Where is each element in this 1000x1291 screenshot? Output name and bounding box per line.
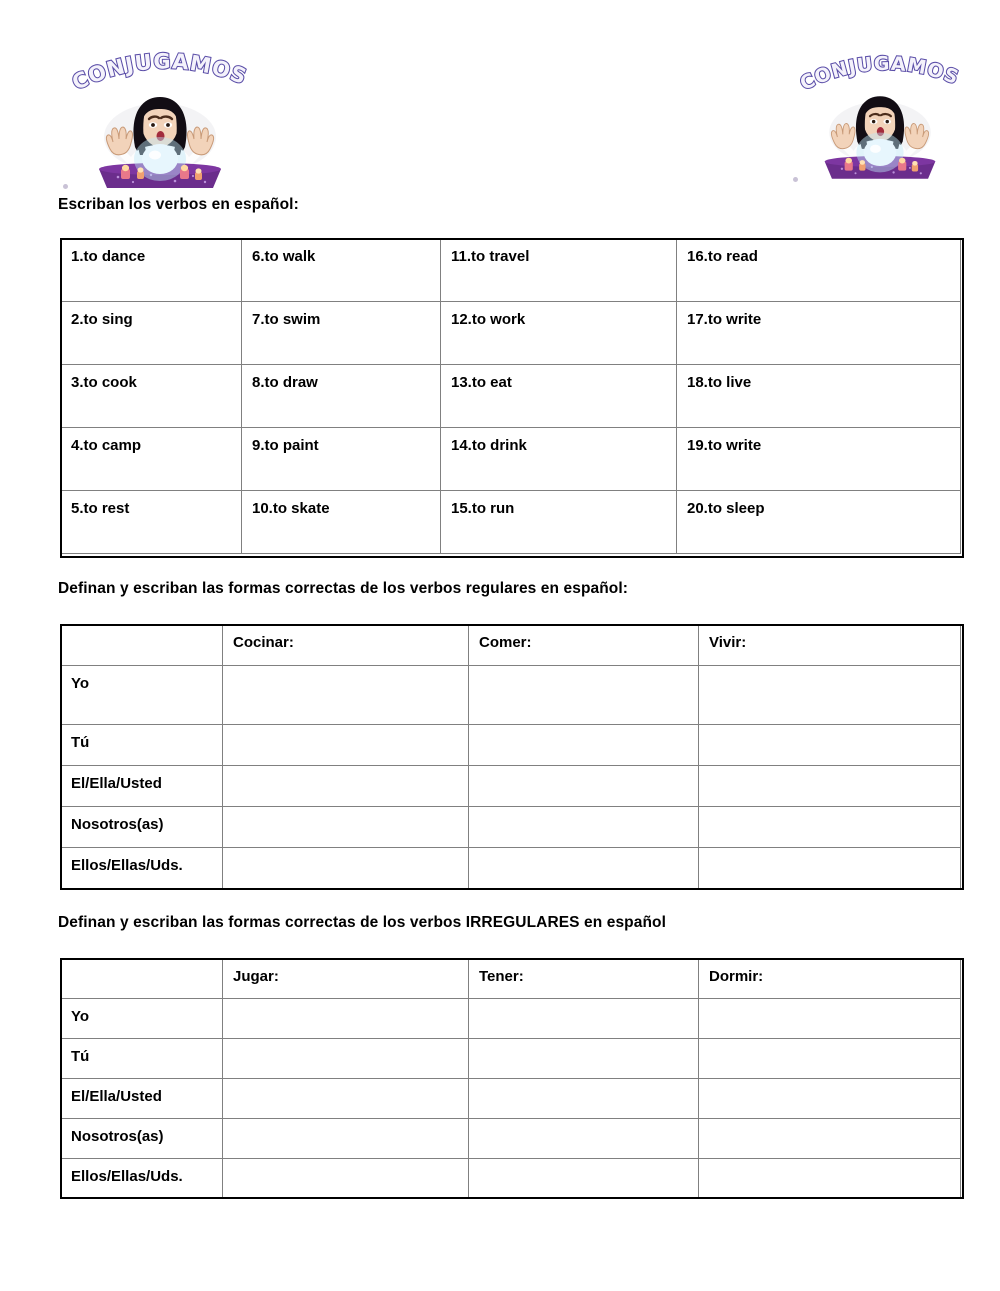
- answer-cell[interactable]: [469, 1159, 699, 1199]
- pronoun-label: Yo: [61, 666, 223, 725]
- answer-cell[interactable]: [469, 807, 699, 848]
- answer-cell[interactable]: [469, 666, 699, 725]
- answer-cell[interactable]: [469, 725, 699, 766]
- answer-cell[interactable]: [699, 1039, 961, 1079]
- verb-column-header[interactable]: Comer:: [469, 625, 699, 666]
- verb-cell[interactable]: 8.to draw: [242, 365, 441, 428]
- verbs-section-heading: Escriban los verbos en español:: [58, 196, 299, 213]
- answer-cell[interactable]: [223, 1119, 469, 1159]
- answer-cell[interactable]: [223, 725, 469, 766]
- answer-cell[interactable]: [469, 1079, 699, 1119]
- answer-cell[interactable]: [699, 666, 961, 725]
- fortune-teller-crystal-ball-icon: [85, 85, 235, 189]
- answer-cell[interactable]: [699, 807, 961, 848]
- table-row: [61, 302, 961, 365]
- verb-cell[interactable]: 9.to paint: [242, 428, 441, 491]
- pronoun-label: Nosotros(as): [61, 807, 223, 848]
- pronoun-label: Nosotros(as): [61, 1119, 223, 1159]
- verb-cell[interactable]: 16.to read: [677, 239, 961, 302]
- verb-column-header[interactable]: Dormir:: [699, 959, 961, 999]
- verb-cell[interactable]: 2.to sing: [61, 302, 242, 365]
- fortune-teller-crystal-ball-icon: [812, 85, 948, 180]
- answer-cell[interactable]: [223, 999, 469, 1039]
- verb-cell[interactable]: 1.to dance: [61, 239, 242, 302]
- table-row: [61, 1159, 961, 1199]
- table-header-row: [61, 625, 961, 666]
- conjugamos-logo-left: [60, 49, 260, 192]
- table-row: [61, 1079, 961, 1119]
- table-row: [61, 766, 961, 807]
- verb-cell[interactable]: 15.to run: [441, 491, 677, 554]
- verb-column-header[interactable]: Tener:: [469, 959, 699, 999]
- pronoun-label: Ellos/Ellas/Uds.: [61, 1159, 223, 1199]
- verb-cell[interactable]: 17.to write: [677, 302, 961, 365]
- pronoun-label: Tú: [61, 1039, 223, 1079]
- logo-corner-dot: [63, 184, 68, 189]
- answer-cell[interactable]: [223, 848, 469, 889]
- answer-cell[interactable]: [699, 1159, 961, 1199]
- answer-cell[interactable]: [699, 1079, 961, 1119]
- answer-cell[interactable]: [699, 766, 961, 807]
- verb-column-header[interactable]: Jugar:: [223, 959, 469, 999]
- table-row: [61, 428, 961, 491]
- verb-cell[interactable]: 11.to travel: [441, 239, 677, 302]
- verb-cell[interactable]: 4.to camp: [61, 428, 242, 491]
- verb-cell[interactable]: 13.to eat: [441, 365, 677, 428]
- verb-cell[interactable]: 5.to rest: [61, 491, 242, 554]
- answer-cell[interactable]: [699, 725, 961, 766]
- pronoun-label: Yo: [61, 999, 223, 1039]
- wordmark-text: CONJUGAMOS: [796, 52, 963, 95]
- wordmark-text: CONJUGAMOS: [68, 49, 251, 95]
- table-row: [61, 848, 961, 889]
- table-header-row: [61, 959, 961, 999]
- logo-corner-dot: [793, 177, 798, 182]
- table-row: [61, 1039, 961, 1079]
- verb-column-header[interactable]: Cocinar:: [223, 625, 469, 666]
- irregular-verbs-section-heading: Definan y escriban las formas correctas de los verbos IRREGULARES en español: [58, 914, 666, 931]
- conjugamos-logo-right: [790, 52, 970, 185]
- answer-cell[interactable]: [699, 999, 961, 1039]
- answer-cell[interactable]: [469, 999, 699, 1039]
- table-row: [61, 725, 961, 766]
- regular-verbs-conjugation-table: [60, 624, 961, 889]
- pronoun-label: Tú: [61, 725, 223, 766]
- regular-verbs-section-heading: Definan y escriban las formas correctas de los verbos regulares en español:: [58, 580, 629, 597]
- answer-cell[interactable]: [223, 807, 469, 848]
- answer-cell[interactable]: [699, 1119, 961, 1159]
- verb-column-header[interactable]: Vivir:: [699, 625, 961, 666]
- irregular-verbs-conjugation-table: [60, 958, 961, 1199]
- corner-cell: [61, 625, 223, 666]
- answer-cell[interactable]: [223, 1079, 469, 1119]
- answer-cell[interactable]: [223, 666, 469, 725]
- table-row: [61, 999, 961, 1039]
- verb-cell[interactable]: 14.to drink: [441, 428, 677, 491]
- answer-cell[interactable]: [469, 766, 699, 807]
- verb-cell[interactable]: 18.to live: [677, 365, 961, 428]
- verb-cell[interactable]: 10.to skate: [242, 491, 441, 554]
- answer-cell[interactable]: [469, 1119, 699, 1159]
- table-row: [61, 1119, 961, 1159]
- answer-cell[interactable]: [223, 1039, 469, 1079]
- table-row: [61, 239, 961, 302]
- verb-cell[interactable]: 20.to sleep: [677, 491, 961, 554]
- pronoun-label: Ellos/Ellas/Uds.: [61, 848, 223, 889]
- table-row: [61, 365, 961, 428]
- answer-cell[interactable]: [223, 766, 469, 807]
- table-row: [61, 491, 961, 554]
- table-row: [61, 666, 961, 725]
- pronoun-label: El/Ella/Usted: [61, 1079, 223, 1119]
- answer-cell[interactable]: [223, 1159, 469, 1199]
- verbs-table: [60, 238, 961, 554]
- verb-cell[interactable]: 7.to swim: [242, 302, 441, 365]
- verb-cell[interactable]: 3.to cook: [61, 365, 242, 428]
- verb-cell[interactable]: 6.to walk: [242, 239, 441, 302]
- answer-cell[interactable]: [469, 848, 699, 889]
- verb-cell[interactable]: 19.to write: [677, 428, 961, 491]
- pronoun-label: El/Ella/Usted: [61, 766, 223, 807]
- corner-cell: [61, 959, 223, 999]
- verb-cell[interactable]: 12.to work: [441, 302, 677, 365]
- table-row: [61, 807, 961, 848]
- answer-cell[interactable]: [699, 848, 961, 889]
- answer-cell[interactable]: [469, 1039, 699, 1079]
